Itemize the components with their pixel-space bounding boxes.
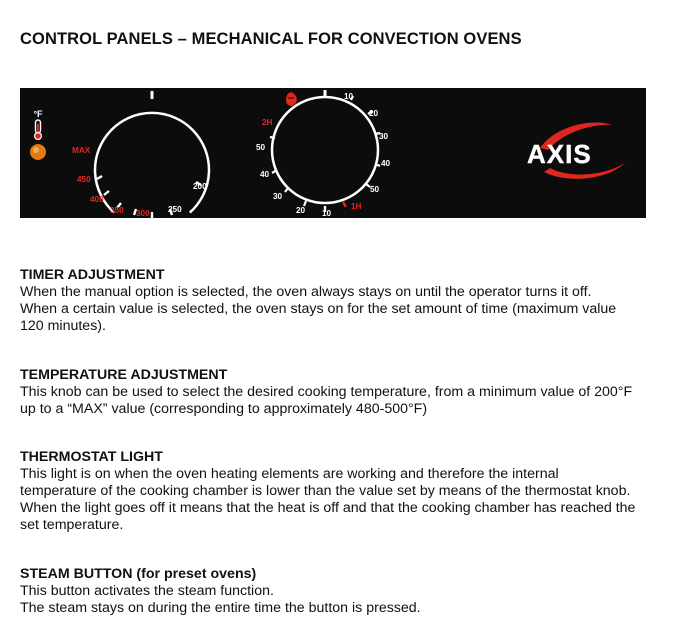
timer-label-40-left: 40 — [260, 170, 270, 179]
axis-logo — [527, 123, 626, 179]
temp-label-300: 300 — [136, 209, 150, 218]
timer-label-50: 50 — [370, 185, 380, 194]
manual-mode-icon — [286, 92, 297, 106]
section-line: This button activates the steam function. — [20, 583, 274, 599]
page-title: CONTROL PANELS – MECHANICAL FOR CONVECTION OVENS — [20, 30, 522, 48]
steam-button-section — [20, 566, 660, 617]
section-heading: STEAM BUTTON (for preset ovens) — [20, 566, 257, 582]
timer-label-20-left: 20 — [296, 206, 306, 215]
thermometer-icon — [35, 120, 42, 139]
section-line: When a certain value is selected, the oven stays on for the set amount of time (maximum value — [20, 301, 617, 317]
section-line: up to a “MAX” value (corresponding to approximately 480-500°F) — [20, 401, 428, 417]
fahrenheit-unit-label: °F — [33, 109, 43, 119]
section-line: temperature of the cooking chamber is lower than the value set by means of the thermostat knob. — [20, 483, 631, 499]
timer-label-30: 30 — [379, 132, 389, 141]
temp-label-400: 400 — [90, 195, 104, 204]
timer-knob[interactable] — [270, 90, 380, 212]
control-panel — [20, 88, 646, 218]
temp-label-450: 450 — [77, 175, 91, 184]
section-line: When the light goes off it means that the heat is off and that the cooking chamber has reached the — [20, 500, 636, 516]
section-line: When the manual option is selected, the oven always stays on until the operator turns it off. — [20, 284, 592, 300]
temperature-knob[interactable] — [95, 91, 209, 218]
temp-label-max: MAX — [72, 146, 91, 155]
section-line: The steam stays on during the entire time the button is pressed. — [20, 600, 421, 616]
temp-label-350: 350 — [110, 206, 124, 215]
timer-label-50-left: 50 — [256, 143, 266, 152]
section-line: 120 minutes). — [20, 318, 106, 334]
thermostat-light — [30, 144, 46, 160]
temperature-adjustment-section — [20, 367, 660, 418]
section-heading: TEMPERATURE ADJUSTMENT — [20, 367, 228, 383]
temp-label-200: 200 — [193, 182, 207, 191]
timer-label-20: 20 — [369, 109, 379, 118]
control-panel-graphic — [20, 88, 646, 218]
thermostat-light-section — [20, 449, 660, 534]
timer-label-10-bottom: 10 — [322, 209, 332, 218]
timer-label-10: 10 — [344, 92, 354, 101]
timer-label-40: 40 — [381, 159, 391, 168]
timer-label-1h: 1H — [351, 202, 362, 211]
svg-text:AXIS: AXIS — [527, 139, 592, 169]
timer-label-2h: 2H — [262, 118, 273, 127]
section-heading: THERMOSTAT LIGHT — [20, 449, 163, 465]
section-line: This light is on when the oven heating elements are working and therefore the internal — [20, 466, 559, 482]
section-line: This knob can be used to select the desired cooking temperature, from a minimum value of 200°F — [20, 384, 633, 400]
section-line: set temperature. — [20, 517, 124, 533]
timer-label-30-left: 30 — [273, 192, 283, 201]
section-heading: TIMER ADJUSTMENT — [20, 267, 165, 283]
temp-label-250: 250 — [168, 205, 182, 214]
timer-adjustment-section — [20, 267, 660, 335]
